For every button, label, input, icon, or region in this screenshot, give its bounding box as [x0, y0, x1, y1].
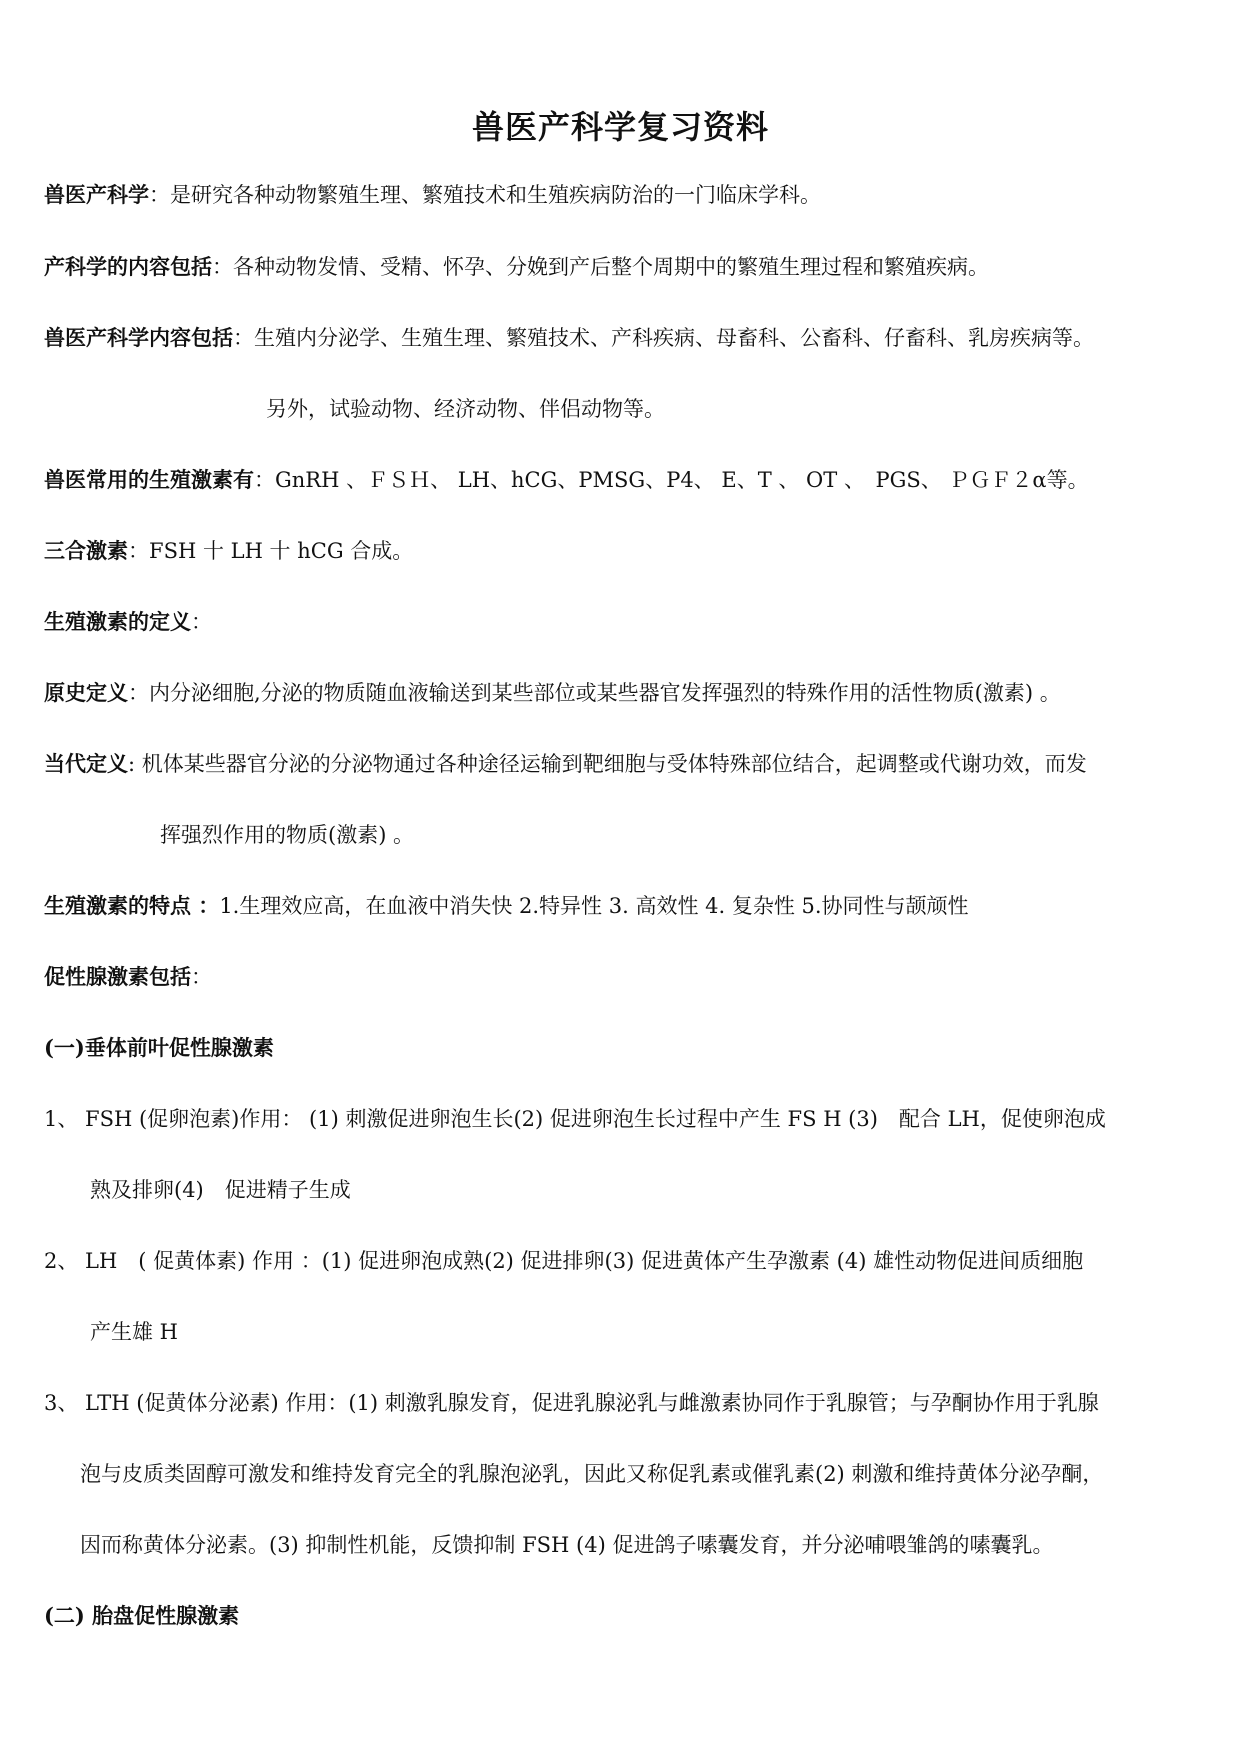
body-text: 内分泌细胞,分泌的物质随血液输送到某些部位或某些器官发挥强烈的特殊作用的活性物质(激素) 。 [149, 681, 1061, 705]
list-item [44, 1246, 1083, 1276]
term: 促性腺激素包括 [44, 964, 191, 989]
document-title: 兽医产科学复习资料 [471, 108, 769, 146]
body-text: 另外，试验动物、经济动物、伴侣动物等。 [266, 397, 665, 421]
definition-line [44, 323, 1094, 353]
continuation-line [266, 394, 665, 424]
separator: ： [128, 539, 149, 563]
term: 兽医产科学内容包括 [44, 325, 233, 350]
term: 产科学的内容包括 [44, 254, 212, 279]
section-heading [44, 607, 212, 637]
body-text: 1.生理效应高，在血液中消失快 2.特异性 3. 高效性 4. 复杂性 5.协同性与颉颃性 [219, 894, 969, 918]
body-text: FSH 十 LH 十 hCG 合成。 [149, 539, 414, 563]
term: 兽医常用的生殖激素有 [44, 467, 254, 492]
definition-line [44, 749, 1087, 779]
separator: ： [212, 255, 233, 279]
term: (一)垂体前叶促性腺激素 [44, 1035, 274, 1060]
body-text: 2、 LH ( 促黄体素) 作用 ：(1) 促进卵泡成熟(2) 促进排卵(3) 促进黄体产生孕激素 (4) 雄性动物促进间质细胞 [44, 1249, 1084, 1273]
body-text: 1、 FSH (促卵泡素)作用： (1) 刺激促进卵泡生长(2) 促进卵泡生长过程中产生 FS H (3) 配合 LH，促使卵泡成 [44, 1107, 1106, 1131]
term: 生殖激素的定义 [44, 609, 191, 634]
definition-line [44, 536, 413, 566]
separator: ： [233, 326, 254, 350]
body-text: 各种动物发情、受精、怀孕、分娩到产后整个周期中的繁殖生理过程和繁殖疾病。 [233, 255, 989, 279]
separator: ： [254, 468, 275, 492]
body-text: 熟及排卵(4) 促进精子生成 [90, 1178, 351, 1202]
separator: ： [191, 965, 212, 989]
separator: ： [191, 893, 220, 918]
body-text: 挥强烈作用的物质(激素) 。 [160, 823, 415, 847]
definition-line [44, 891, 969, 921]
continuation-line [160, 820, 414, 850]
list-item [44, 1388, 1099, 1418]
term: 当代定义 [44, 751, 128, 776]
body-text: GnRH 、ＦＳＨ、 LH、hCG、PMSG、P4、 E、T 、 OT 、 PGS、 ＰＧＦ２α等。 [275, 468, 1089, 492]
body-text: 机体某些器官分泌的分泌物通过各种途径运输到靶细胞与受体特殊部位结合，起调整或代谢功效，而发 [135, 752, 1087, 776]
body-text: 3、 LTH (促黄体分泌素) 作用：(1) 刺激乳腺发育，促进乳腺泌乳与雌激素协同作于乳腺管；与孕酮协作用于乳腺 [44, 1391, 1099, 1415]
term: 三合激素 [44, 538, 128, 563]
subsection-heading [44, 1033, 274, 1063]
definition-line [44, 180, 821, 210]
separator: : [128, 752, 136, 776]
body-text: 泡与皮质类固醇可激发和维持发育完全的乳腺泡泌乳，因此又称促乳素或催乳素(2) 刺激和维持黄体分泌孕酮， [80, 1462, 1104, 1486]
separator: ： [128, 681, 149, 705]
definition-line [44, 678, 1061, 708]
separator: ： [149, 183, 170, 207]
body-text: 生殖内分泌学、生殖生理、繁殖技术、产科疾病、母畜科、公畜科、仔畜科、乳房疾病等。 [254, 326, 1094, 350]
term: 生殖激素的特点 [44, 893, 191, 918]
definition-line [44, 252, 989, 282]
continuation-line [80, 1530, 1053, 1560]
continuation-line [90, 1175, 351, 1205]
definition-line [44, 465, 1089, 495]
section-heading [44, 962, 212, 992]
body-text: 因而称黄体分泌素。(3) 抑制性机能，反馈抑制 FSH (4) 促进鸽子嗉囊发育，并分泌哺喂雏鸽的嗉囊乳。 [80, 1533, 1054, 1557]
list-item [44, 1104, 1106, 1134]
body-text: 产生雄 H [90, 1320, 178, 1344]
continuation-line [80, 1459, 1103, 1489]
subsection-heading [44, 1601, 239, 1631]
term: 原史定义 [44, 680, 128, 705]
term: 兽医产科学 [44, 182, 149, 207]
separator: ： [191, 610, 212, 634]
term: (二) 胎盘促性腺激素 [44, 1603, 240, 1628]
body-text: 是研究各种动物繁殖生理、繁殖技术和生殖疾病防治的一门临床学科。 [170, 183, 821, 207]
continuation-line [90, 1317, 178, 1347]
